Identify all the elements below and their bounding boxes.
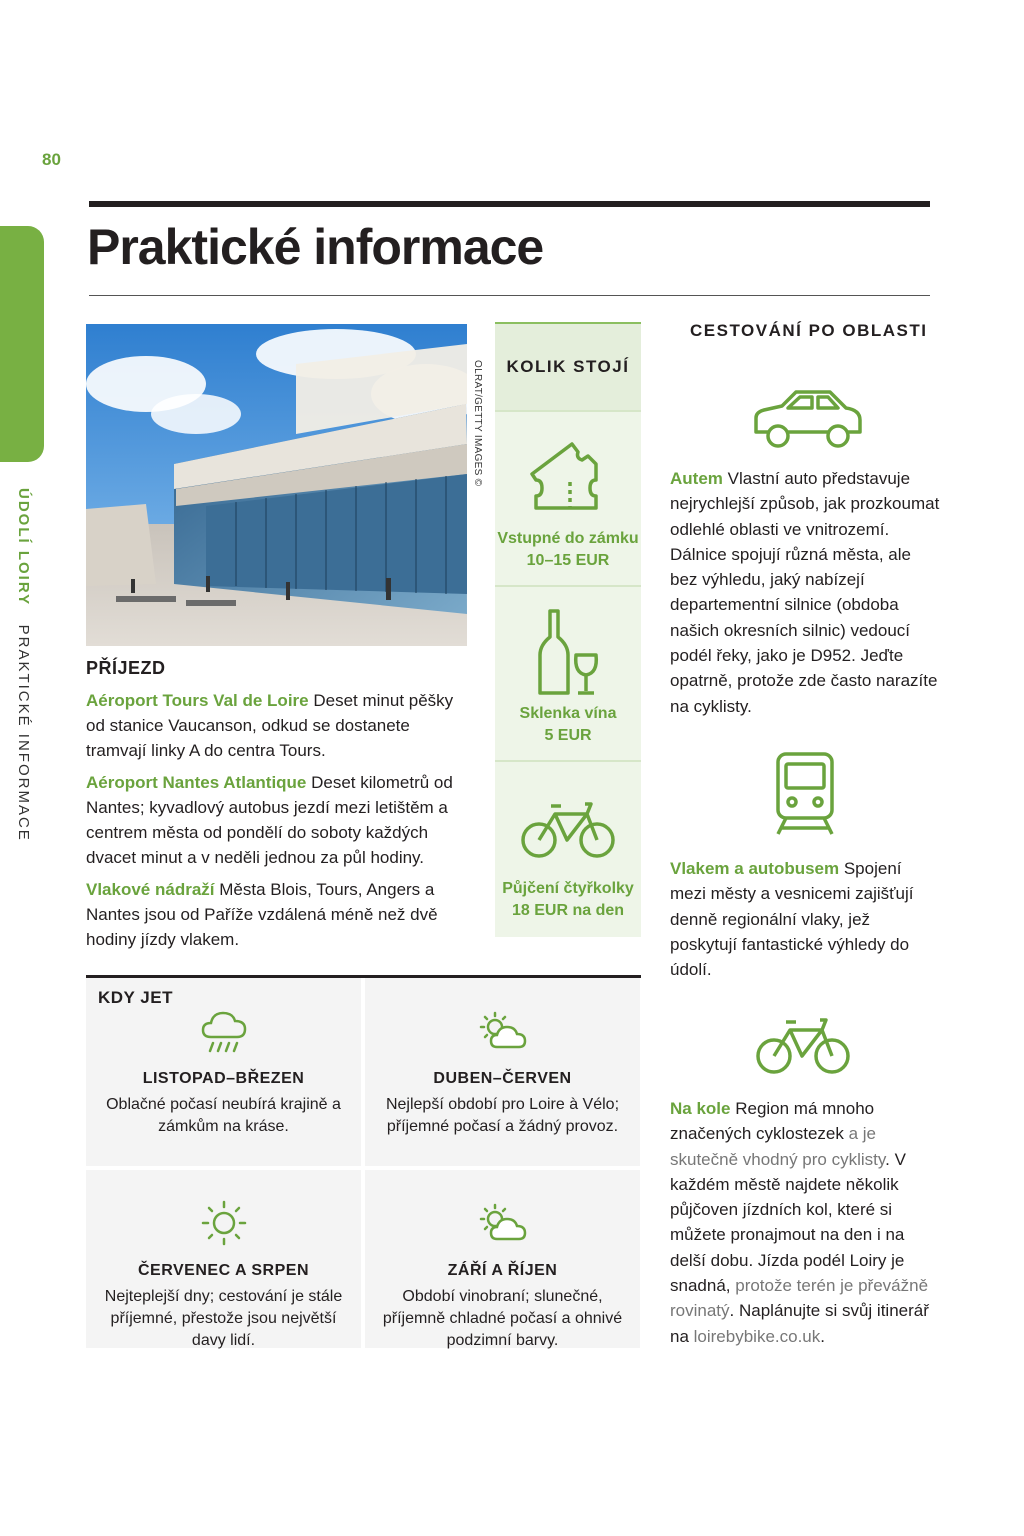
travel-car-text: Vlastní auto představuje nejrychlejší způsob, jak prozkoumat odlehlé oblasti ve vnitrozemí. Dálnice spojují různá města, ale bez výhledu, jaký nabízejí departementní silnice (obdoba našich okresních silnic) vedoucí podél řeky, jako je D952. Jeďte opatrně, protože zde často narazíte na cyklisty. (670, 469, 940, 716)
season-title: LISTOPAD–BŘEZEN (142, 1070, 305, 1087)
ticket-icon (526, 428, 610, 528)
arrival-list (86, 688, 466, 959)
cost-heading: KOLIK STOJÍ (495, 324, 641, 412)
travel-bike-highlight: a je skutečně vhodný pro cyklisty (670, 1124, 886, 1169)
season-text: Oblačné počasí neubírá krajině a zámkům na kráse. (106, 1096, 341, 1135)
arrival-item-text: Deset minut pěšky od stanice Vaucanson, odkud se dostanete tramvají linky A do centra Tours. (86, 691, 454, 760)
season-title: ČERVENEC A SRPEN (138, 1262, 309, 1279)
cost-label: Sklenka vína (519, 705, 617, 722)
travel-train-lead: Vlakem a autobusem (670, 859, 840, 878)
cost-price: 5 EUR (544, 727, 592, 744)
when-to-go (86, 975, 641, 1349)
airport-photo (86, 324, 467, 646)
rain-cloud-icon (86, 1006, 361, 1056)
season-text: Období vinobraní; slunečné, příjemně chladné počasí a ohnivé podzimní barvy. (382, 1288, 623, 1349)
cost-price: 18 EUR na den (511, 902, 625, 919)
season-text: Nejlepší období pro Loire à Vélo; příjemné počasí a žádný provoz. (385, 1096, 620, 1135)
season-text: Nejteplejší dny; cestování je stále příjemné, přestože jsou největší davy lidí. (104, 1288, 343, 1349)
arrival-item-lead: Vlakové nádraží (86, 880, 215, 899)
page-number: 80 (42, 150, 61, 169)
season-card (365, 978, 640, 1166)
sun-icon (86, 1198, 361, 1248)
cost-item (495, 762, 641, 937)
travel-train (670, 856, 940, 982)
car-icon (752, 388, 864, 450)
train-icon (772, 750, 838, 838)
travel-car (670, 466, 940, 719)
arrival-item (86, 770, 466, 870)
travel-bike-text: . (820, 1326, 825, 1346)
travel-bike-lead: Na kole (670, 1099, 731, 1118)
cost-item (495, 587, 641, 762)
arrival-item-lead: Aéroport Nantes Atlantique (86, 773, 307, 792)
travel-bike (670, 1096, 940, 1349)
arrival-item-text: Deset kilometrů od Nantes; kyvadlový autobus jezdí mezi letištěm a centrem města od pondělí do soboty každých dvacet minut a v neděli jednou za půl hodiny. (86, 773, 453, 867)
arrival-item-lead: Aéroport Tours Val de Loire (86, 691, 309, 710)
cost-price: 10–15 EUR (526, 552, 610, 569)
travel-bike-highlight: protože terén je převážně rovinatý (670, 1276, 929, 1321)
travel-bike-text: Region má mnoho značených cyklostezek (670, 1099, 875, 1144)
bike-website-link[interactable]: loirebybike.co.uk (693, 1326, 821, 1346)
travel-bike-text: . V každém městě najdete několik půjčoven jízdních kol, které si můžete pronajmout na den i na delší dobu. Jízda podél Loiry je snadná, (670, 1149, 906, 1296)
cost-panel (495, 322, 641, 937)
side-section: PRAKTICKÉ INFORMACE (15, 624, 32, 842)
season-title: ZÁŘÍ A ŘÍJEN (447, 1262, 558, 1279)
travel-heading: CESTOVÁNÍ PO OBLASTI (690, 321, 928, 340)
bicycle-icon (521, 778, 615, 878)
page-title: Praktické informace (87, 219, 544, 275)
when-heading: KDY JET (98, 988, 173, 1007)
cost-item (495, 412, 641, 587)
travel-bike-text: . Naplánujte si svůj itinerář na (670, 1301, 929, 1346)
side-region: ÚDOLÍ LOIRY (15, 488, 32, 607)
sun-cloud-icon (365, 1198, 640, 1248)
title-rule (89, 295, 930, 296)
wine-icon (536, 603, 600, 703)
season-card (365, 1170, 640, 1348)
bicycle-icon (756, 1012, 850, 1076)
arrival-item (86, 688, 466, 763)
travel-car-lead: Autem (670, 469, 723, 488)
side-label (15, 488, 32, 842)
arrival-item (86, 877, 466, 952)
season-title: DUBEN–ČERVEN (433, 1070, 572, 1087)
top-rule (89, 201, 930, 207)
sun-cloud-icon (365, 1006, 640, 1056)
travel-train-text: Spojení mezi městy a vesnicemi zajišťují denně regionální vlaky, jež poskytují fantastické výhledy do údolí. (670, 859, 914, 980)
cost-label: Půjčení čtyřkolky (502, 880, 634, 897)
chapter-tab (0, 226, 44, 462)
arrival-item-text: Města Blois, Tours, Angers a Nantes jsou od Paříže vzdálená méně než dvě hodiny jízdy vlakem. (86, 880, 438, 949)
arrival-heading: PŘÍJEZD (86, 658, 166, 678)
cost-label: Vstupné do zámku (497, 530, 639, 547)
photo-credit: OLRAT/GETTY IMAGES © (472, 360, 483, 487)
season-card (86, 1170, 361, 1348)
